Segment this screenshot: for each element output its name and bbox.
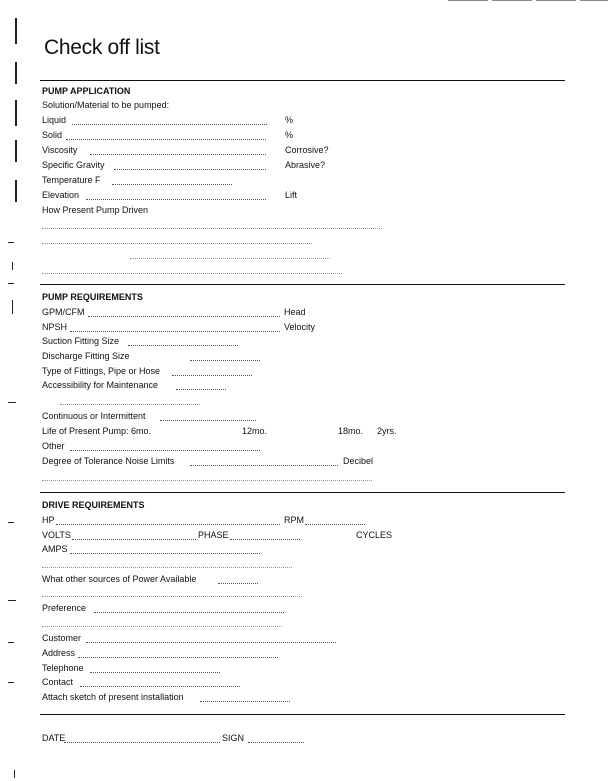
life-18mo[interactable]: 18mo.: [338, 426, 364, 436]
top-edge-line: [492, 0, 532, 1]
telephone-field[interactable]: [90, 672, 220, 673]
binding-mark: [15, 140, 17, 162]
volts-field[interactable]: [72, 539, 196, 540]
binding-mark: [15, 180, 17, 202]
blank-line[interactable]: [130, 258, 330, 259]
binding-mark: [8, 682, 14, 683]
viscosity-label: Viscosity: [42, 145, 78, 155]
volts-label: VOLTS: [42, 530, 71, 540]
binding-mark: [15, 62, 17, 84]
binding-mark: [15, 100, 17, 126]
temperature-field[interactable]: [112, 184, 232, 185]
solution-label: Solution/Material to be pumped:: [42, 100, 170, 110]
section-heading-pump-application: PUMP APPLICATION: [42, 86, 131, 96]
life-label: Life of Present Pump: 6mo.: [42, 426, 152, 436]
life-12mo[interactable]: 12mo.: [242, 426, 268, 436]
life-2yrs[interactable]: 2yrs.: [377, 426, 397, 436]
npsh-label: NPSH: [42, 322, 68, 332]
continuous-label: Continuous or Intermittent: [42, 411, 146, 421]
binding-mark: [8, 522, 14, 523]
solid-label: Solid: [42, 130, 63, 140]
binding-mark: [8, 402, 16, 403]
npsh-field[interactable]: [70, 331, 280, 332]
blank-line[interactable]: [42, 243, 312, 244]
page-title: Check off list: [44, 36, 160, 59]
top-edge-line: [536, 0, 576, 1]
cycles-label: CYCLES: [356, 530, 393, 540]
elevation-field[interactable]: [86, 199, 266, 200]
other-field[interactable]: [70, 450, 260, 451]
decibel-label: Decibel: [343, 456, 374, 466]
suction-field[interactable]: [128, 345, 238, 346]
section-heading-pump-requirements: PUMP REQUIREMENTS: [42, 292, 143, 302]
section-divider: [40, 714, 565, 715]
section-divider: [40, 492, 565, 493]
blank-line[interactable]: [42, 596, 302, 597]
viscosity-field[interactable]: [90, 154, 266, 155]
phase-label: PHASE: [198, 530, 229, 540]
blank-line[interactable]: [42, 228, 382, 229]
specific-gravity-label: Specific Gravity: [42, 160, 105, 170]
blank-line[interactable]: [60, 404, 200, 405]
lift-label: Lift: [285, 190, 298, 200]
section-divider: [40, 284, 565, 285]
solid-field[interactable]: [66, 139, 266, 140]
velocity-label: Velocity: [284, 322, 316, 332]
rpm-label: RPM: [284, 515, 304, 525]
blank-line[interactable]: [42, 273, 342, 274]
liquid-label: Liquid: [42, 115, 67, 125]
fittings-type-field[interactable]: [172, 375, 252, 376]
contact-label: Contact: [42, 677, 74, 687]
discharge-label: Discharge Fitting Size: [42, 351, 130, 361]
corrosive-label: Corrosive?: [285, 145, 329, 155]
gpm-label: GPM/CFM: [42, 307, 85, 317]
preference-field[interactable]: [94, 612, 284, 613]
continuous-field[interactable]: [160, 420, 256, 421]
binding-mark: [15, 18, 17, 44]
section-heading-drive-requirements: DRIVE REQUIREMENTS: [42, 500, 145, 510]
section-divider: [40, 80, 565, 81]
solid-percent: %: [285, 130, 294, 140]
date-label: DATE: [42, 733, 66, 743]
attach-label: Attach sketch of present installation: [42, 692, 184, 702]
binding-mark: [12, 262, 13, 270]
contact-field[interactable]: [80, 686, 240, 687]
liquid-field[interactable]: [72, 124, 267, 125]
telephone-label: Telephone: [42, 663, 84, 673]
amps-label: AMPS: [42, 544, 68, 554]
top-edge-line: [580, 0, 608, 1]
blank-line[interactable]: [42, 567, 292, 568]
customer-label: Customer: [42, 633, 82, 643]
attach-field[interactable]: [200, 701, 290, 702]
binding-mark: [8, 283, 14, 284]
noise-label: Degree of Tolerance Noise Limits: [42, 456, 175, 466]
elevation-label: Elevation: [42, 190, 80, 200]
blank-line[interactable]: [42, 480, 372, 481]
binding-mark: [14, 770, 15, 778]
noise-field[interactable]: [190, 465, 338, 466]
top-edge-line: [448, 0, 488, 1]
binding-mark: [12, 300, 13, 314]
accessibility-field[interactable]: [176, 389, 226, 390]
discharge-field[interactable]: [190, 360, 260, 361]
address-label: Address: [42, 648, 76, 658]
accessibility-label: Accessibility for Maintenance: [42, 380, 159, 390]
address-field[interactable]: [78, 657, 278, 658]
other-label: Other: [42, 441, 65, 451]
date-field[interactable]: [64, 742, 220, 743]
abrasive-label: Abrasive?: [285, 160, 326, 170]
customer-field[interactable]: [86, 642, 336, 643]
suction-label: Suction Fitting Size: [42, 336, 120, 346]
sign-label: SIGN: [222, 733, 245, 743]
liquid-percent: %: [285, 115, 294, 125]
fittings-type-label: Type of Fittings, Pipe or Hose: [42, 366, 161, 376]
other-power-field[interactable]: [218, 583, 258, 584]
hp-label: HP: [42, 515, 55, 525]
other-power-label: What other sources of Power Available: [42, 574, 197, 584]
binding-mark: [8, 600, 16, 601]
phase-field[interactable]: [230, 539, 300, 540]
head-label: Head: [284, 307, 306, 317]
amps-field[interactable]: [70, 553, 260, 554]
specific-gravity-field[interactable]: [114, 169, 266, 170]
sign-field[interactable]: [248, 742, 304, 743]
temperature-label: Temperature F: [42, 175, 101, 185]
gpm-field[interactable]: [88, 316, 280, 317]
preference-label: Preference: [42, 603, 87, 613]
rpm-field[interactable]: [305, 524, 365, 525]
binding-mark: [8, 642, 14, 643]
how-driven-label: How Present Pump Driven: [42, 205, 149, 215]
hp-field[interactable]: [56, 524, 280, 525]
binding-mark: [8, 242, 14, 243]
blank-line[interactable]: [42, 626, 282, 627]
